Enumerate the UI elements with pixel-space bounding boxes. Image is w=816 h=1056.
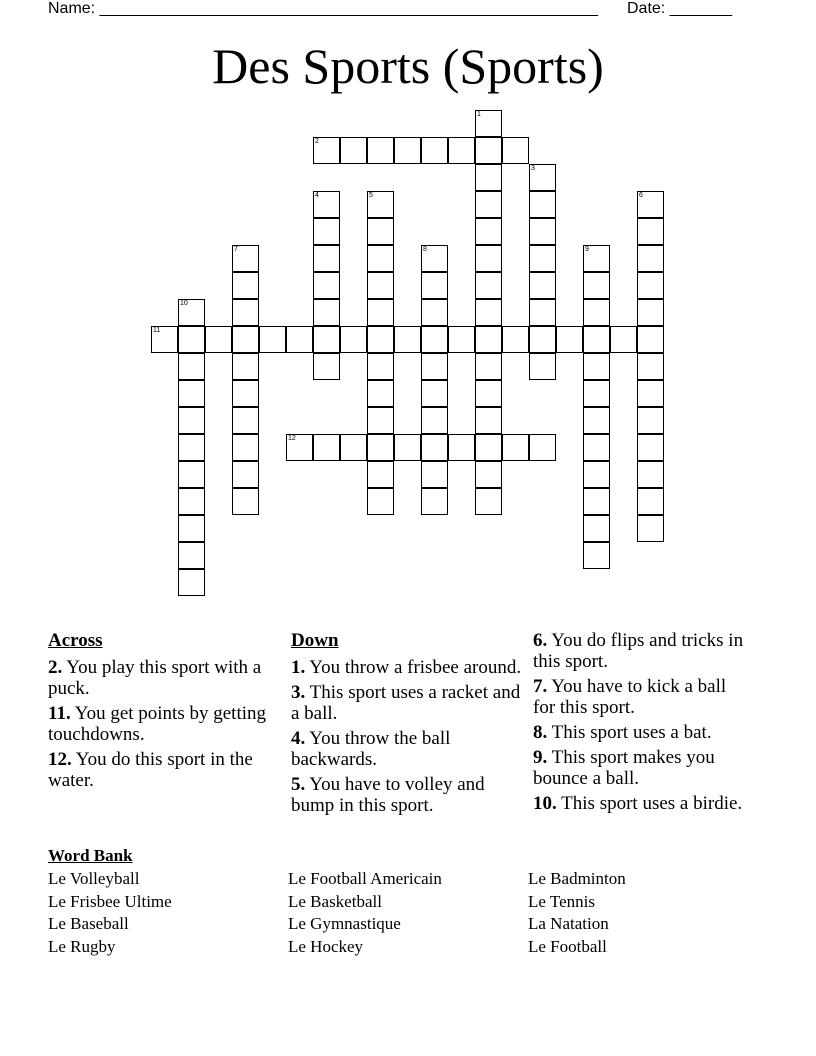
crossword-cell[interactable] bbox=[421, 299, 448, 326]
crossword-cell[interactable] bbox=[178, 461, 205, 488]
crossword-cell[interactable] bbox=[583, 488, 610, 515]
clue-down-7 bbox=[533, 676, 753, 718]
clue-text: You do this sport in the water. bbox=[48, 749, 253, 791]
crossword-cell[interactable] bbox=[232, 299, 259, 326]
word-bank-item: Le Volleyball bbox=[48, 869, 140, 888]
crossword-cell[interactable] bbox=[367, 461, 394, 488]
crossword-cell[interactable] bbox=[367, 326, 394, 353]
word-bank-column-2 bbox=[288, 868, 442, 958]
clue-down-8 bbox=[533, 722, 753, 743]
crossword-cell[interactable] bbox=[367, 299, 394, 326]
clue-text: You do flips and tricks in this sport. bbox=[533, 630, 744, 672]
crossword-cell[interactable] bbox=[637, 245, 664, 272]
crossword-cell[interactable] bbox=[502, 326, 529, 353]
clue-number: 4. bbox=[291, 728, 306, 749]
crossword-cell[interactable] bbox=[367, 353, 394, 380]
crossword-cell[interactable] bbox=[367, 272, 394, 299]
clue-down-6 bbox=[533, 630, 753, 672]
clue-across-2 bbox=[48, 657, 288, 699]
cell-number: 5 bbox=[369, 192, 373, 199]
crossword-cell[interactable] bbox=[178, 542, 205, 569]
crossword-cell[interactable] bbox=[367, 380, 394, 407]
word-bank-item: Le Basketball bbox=[288, 891, 382, 911]
cell-number: 7 bbox=[234, 246, 238, 253]
clue-text: You throw a frisbee around. bbox=[309, 657, 522, 678]
crossword-cell[interactable] bbox=[313, 272, 340, 299]
crossword-cell[interactable] bbox=[637, 488, 664, 515]
crossword-cell[interactable] bbox=[367, 137, 394, 164]
page-title: Des Sports (Sports) bbox=[212, 38, 604, 94]
clue-text: This sport uses a birdie. bbox=[561, 793, 743, 814]
crossword-cell[interactable] bbox=[475, 191, 502, 218]
crossword-cell[interactable] bbox=[529, 164, 556, 191]
crossword-cell[interactable] bbox=[529, 353, 556, 380]
clue-text: You have to volley and bump in this sport. bbox=[291, 774, 485, 816]
crossword-cell[interactable] bbox=[313, 434, 340, 461]
crossword-cell[interactable] bbox=[151, 326, 178, 353]
crossword-cell[interactable] bbox=[475, 110, 502, 137]
across-clues bbox=[48, 630, 288, 795]
clue-across-12 bbox=[48, 749, 288, 791]
crossword-cell[interactable] bbox=[475, 461, 502, 488]
crossword-cell[interactable] bbox=[232, 326, 259, 353]
crossword-cell[interactable] bbox=[637, 326, 664, 353]
word-bank-column-1 bbox=[48, 868, 172, 958]
crossword-cell[interactable] bbox=[637, 515, 664, 542]
crossword-cell[interactable] bbox=[421, 434, 448, 461]
clue-number: 6. bbox=[533, 630, 548, 651]
crossword-cell[interactable] bbox=[475, 164, 502, 191]
crossword-cell[interactable] bbox=[232, 434, 259, 461]
clue-number: 5. bbox=[291, 774, 306, 795]
crossword-cell[interactable] bbox=[232, 353, 259, 380]
cell-number: 8 bbox=[423, 246, 427, 253]
crossword-cell[interactable] bbox=[529, 272, 556, 299]
clue-text: You have to kick a ball for this sport. bbox=[533, 676, 727, 718]
crossword-cell[interactable] bbox=[178, 434, 205, 461]
word-bank-item: Le Rugby bbox=[48, 936, 116, 956]
crossword-cell[interactable] bbox=[529, 434, 556, 461]
crossword-cell[interactable] bbox=[637, 407, 664, 434]
cell-number: 2 bbox=[315, 138, 319, 145]
crossword-cell[interactable] bbox=[340, 326, 367, 353]
clue-text: You get points by getting touchdowns. bbox=[48, 703, 267, 745]
clue-down-1 bbox=[291, 657, 531, 678]
crossword-cell[interactable] bbox=[178, 299, 205, 326]
crossword-cell[interactable] bbox=[178, 326, 205, 353]
crossword-cell[interactable] bbox=[367, 218, 394, 245]
word-bank-item: Le Badminton bbox=[528, 869, 626, 888]
crossword-cell[interactable] bbox=[421, 488, 448, 515]
clue-text: You throw the ball backwards. bbox=[291, 728, 451, 770]
crossword-cell[interactable] bbox=[583, 407, 610, 434]
word-bank-item: Le Football bbox=[528, 936, 607, 956]
crossword-cell[interactable] bbox=[610, 326, 637, 353]
clue-number: 3. bbox=[291, 682, 306, 703]
crossword-cell[interactable] bbox=[178, 569, 205, 596]
crossword-cell[interactable] bbox=[394, 434, 421, 461]
crossword-cell[interactable] bbox=[313, 326, 340, 353]
crossword-cell[interactable] bbox=[502, 137, 529, 164]
crossword-cell[interactable] bbox=[313, 299, 340, 326]
clue-number: 9. bbox=[533, 747, 548, 768]
crossword-cell[interactable] bbox=[367, 488, 394, 515]
crossword-cell[interactable] bbox=[232, 461, 259, 488]
cell-number: 10 bbox=[180, 300, 188, 307]
crossword-cell[interactable] bbox=[421, 137, 448, 164]
clue-text: This sport makes you bounce a ball. bbox=[533, 747, 715, 789]
crossword-cell[interactable] bbox=[637, 218, 664, 245]
crossword-cell[interactable] bbox=[583, 515, 610, 542]
clue-number: 8. bbox=[533, 722, 548, 743]
crossword-cell[interactable] bbox=[394, 137, 421, 164]
word-bank-item: Le Hockey bbox=[288, 936, 364, 956]
clue-number: 7. bbox=[533, 676, 548, 697]
cell-number: 9 bbox=[585, 246, 589, 253]
crossword-cell[interactable] bbox=[367, 245, 394, 272]
crossword-cell[interactable] bbox=[259, 326, 286, 353]
down-clues-column-2 bbox=[533, 630, 753, 818]
crossword-cell[interactable] bbox=[232, 407, 259, 434]
crossword-cell[interactable] bbox=[421, 461, 448, 488]
cell-number: 1 bbox=[477, 111, 481, 118]
crossword-cell[interactable] bbox=[232, 488, 259, 515]
crossword-cell[interactable] bbox=[421, 326, 448, 353]
crossword-cell[interactable] bbox=[448, 137, 475, 164]
crossword-cell[interactable] bbox=[529, 299, 556, 326]
crossword-cell[interactable] bbox=[178, 353, 205, 380]
crossword-cell[interactable] bbox=[367, 407, 394, 434]
crossword-cell[interactable] bbox=[448, 434, 475, 461]
crossword-cell[interactable] bbox=[367, 191, 394, 218]
clue-down-4 bbox=[291, 728, 531, 770]
crossword-cell[interactable] bbox=[313, 245, 340, 272]
crossword-cell[interactable] bbox=[475, 407, 502, 434]
crossword-cell[interactable] bbox=[475, 299, 502, 326]
cell-number: 4 bbox=[315, 192, 319, 199]
clue-text: This sport uses a bat. bbox=[551, 722, 712, 743]
clue-number: 2. bbox=[48, 657, 63, 678]
word-bank-item: La Natation bbox=[528, 914, 609, 933]
crossword-cell[interactable] bbox=[637, 353, 664, 380]
word-bank-item: Le Frisbee Ultime bbox=[48, 891, 172, 911]
crossword-cell[interactable] bbox=[475, 272, 502, 299]
crossword-cell[interactable] bbox=[421, 245, 448, 272]
crossword-cell[interactable] bbox=[178, 488, 205, 515]
crossword-cell[interactable] bbox=[475, 137, 502, 164]
word-bank-heading: Word Bank bbox=[48, 846, 133, 865]
cell-number: 12 bbox=[288, 435, 296, 442]
crossword-cell[interactable] bbox=[475, 245, 502, 272]
crossword-cell[interactable] bbox=[475, 326, 502, 353]
crossword-cell[interactable] bbox=[637, 299, 664, 326]
crossword-cell[interactable] bbox=[475, 488, 502, 515]
clue-down-5 bbox=[291, 774, 531, 816]
crossword-cell[interactable] bbox=[637, 272, 664, 299]
crossword-cell[interactable] bbox=[340, 137, 367, 164]
crossword-cell[interactable] bbox=[529, 191, 556, 218]
crossword-cell[interactable] bbox=[529, 326, 556, 353]
crossword-cell[interactable] bbox=[583, 353, 610, 380]
clue-number: 11. bbox=[48, 703, 71, 724]
word-bank-item: Le Baseball bbox=[48, 914, 129, 933]
crossword-cell[interactable] bbox=[637, 191, 664, 218]
crossword-cell[interactable] bbox=[313, 191, 340, 218]
name-field-label: Name: ________________________________________________________ bbox=[48, 0, 598, 17]
crossword-cell[interactable] bbox=[313, 218, 340, 245]
crossword-cell[interactable] bbox=[178, 407, 205, 434]
cell-number: 6 bbox=[639, 192, 643, 199]
clue-text: This sport uses a racket and a ball. bbox=[291, 682, 521, 724]
word-bank-column-3 bbox=[528, 868, 626, 958]
crossword-cell[interactable] bbox=[529, 218, 556, 245]
crossword-cell[interactable] bbox=[583, 326, 610, 353]
word-bank-item: Le Football Americain bbox=[288, 869, 442, 888]
crossword-cell[interactable] bbox=[583, 380, 610, 407]
crossword-cell[interactable] bbox=[232, 272, 259, 299]
crossword-cell[interactable] bbox=[556, 326, 583, 353]
crossword-cell[interactable] bbox=[475, 380, 502, 407]
word-bank-item: Le Tennis bbox=[528, 891, 595, 911]
cell-number: 11 bbox=[153, 327, 161, 334]
crossword-cell[interactable] bbox=[637, 434, 664, 461]
crossword-cell[interactable] bbox=[313, 137, 340, 164]
crossword-cell[interactable] bbox=[340, 434, 367, 461]
crossword-cell[interactable] bbox=[583, 299, 610, 326]
crossword-cell[interactable] bbox=[232, 380, 259, 407]
crossword-cell[interactable] bbox=[178, 515, 205, 542]
crossword-cell[interactable] bbox=[583, 542, 610, 569]
crossword-cell[interactable] bbox=[205, 326, 232, 353]
crossword-cell[interactable] bbox=[286, 326, 313, 353]
crossword-cell[interactable] bbox=[475, 353, 502, 380]
crossword-cell[interactable] bbox=[583, 461, 610, 488]
crossword-cell[interactable] bbox=[232, 245, 259, 272]
clue-text: You play this sport with a puck. bbox=[48, 657, 262, 699]
across-heading: Across bbox=[48, 630, 103, 651]
crossword-cell[interactable] bbox=[448, 326, 475, 353]
crossword-cell[interactable] bbox=[475, 218, 502, 245]
crossword-cell[interactable] bbox=[421, 407, 448, 434]
crossword-cell[interactable] bbox=[286, 434, 313, 461]
crossword-cell[interactable] bbox=[583, 434, 610, 461]
clue-number: 1. bbox=[291, 657, 306, 678]
crossword-cell[interactable] bbox=[394, 326, 421, 353]
word-bank-item: Le Gymnastique bbox=[288, 914, 401, 933]
crossword-cell[interactable] bbox=[421, 353, 448, 380]
crossword-cell[interactable] bbox=[178, 380, 205, 407]
clue-down-3 bbox=[291, 682, 531, 724]
crossword-cell[interactable] bbox=[421, 380, 448, 407]
clue-across-11 bbox=[48, 703, 288, 745]
down-heading: Down bbox=[291, 630, 339, 651]
clue-number: 10. bbox=[533, 793, 557, 814]
cell-number: 3 bbox=[531, 165, 535, 172]
crossword-cell[interactable] bbox=[637, 380, 664, 407]
date-field-label: Date: _______ bbox=[627, 0, 732, 17]
clue-down-10 bbox=[533, 793, 753, 814]
crossword-cell[interactable] bbox=[637, 461, 664, 488]
crossword-cell[interactable] bbox=[529, 245, 556, 272]
crossword-cell[interactable] bbox=[502, 434, 529, 461]
crossword-cell[interactable] bbox=[583, 272, 610, 299]
crossword-cell[interactable] bbox=[475, 434, 502, 461]
down-clues-column-1 bbox=[291, 630, 531, 820]
crossword-cell[interactable] bbox=[421, 272, 448, 299]
clue-number: 12. bbox=[48, 749, 72, 770]
crossword-cell[interactable] bbox=[583, 245, 610, 272]
crossword-cell[interactable] bbox=[313, 353, 340, 380]
crossword-cell[interactable] bbox=[367, 434, 394, 461]
clue-down-9 bbox=[533, 747, 753, 789]
